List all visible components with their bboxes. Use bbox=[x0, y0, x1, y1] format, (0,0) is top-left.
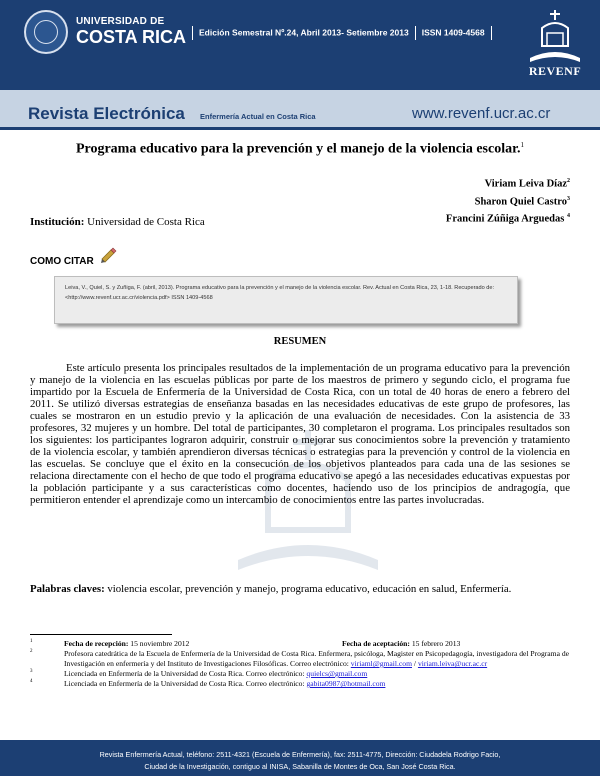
footnote-1 bbox=[30, 639, 575, 649]
email-link[interactable]: gabita0987@hotmail.com bbox=[306, 679, 386, 688]
header-band bbox=[0, 0, 600, 90]
footnote-number: 1 bbox=[30, 639, 33, 644]
footer-line-2: Ciudad de la Investigación, contiguo al INISA, Sabanilla de Montes de Oca, San José Costa Rica. bbox=[144, 762, 456, 771]
article-title-text: Programa educativo para la prevención y el manejo de la violencia escolar. bbox=[75, 141, 521, 157]
author-line bbox=[446, 209, 570, 227]
accepted-value: 15 febrero 2013 bbox=[411, 639, 461, 648]
footnote-divider bbox=[30, 634, 172, 635]
footnote-4 bbox=[30, 679, 575, 689]
email-link[interactable]: viriaml@gmail.com bbox=[350, 659, 412, 668]
accepted-label: Fecha de aceptación: bbox=[342, 639, 410, 648]
footnote-number: 2 bbox=[30, 649, 33, 654]
authors-block bbox=[446, 174, 570, 227]
footnote-text: Profesora catedrática de la Escuela de Enfermería de la Universidad de Costa Rica. Enfermera, psicóloga, Magister en Psicopedagogía, investigadora del Programa de Investigación en enfermería y del Instituto de Investigaciones Filosóficas. Correo electrónico: bbox=[64, 649, 569, 668]
abstract-paragraph: Este artículo presenta los principales resultados de la implementación de un programa educativo para la prevención y manejo de la violencia en las escuelas públicas por parte de los maestros de primero y segundo ciclo, el programa fue impartido por la Escuela de Enfermería de la Universidad de Costa Rica, con un total de 40 horas de enero a febrero del 2011. Se utilizó diversas estrategias de enseñanza basadas en las necesidades educativas de este grupo de profesores, las cuales se mostraron en un estudio previo y la aplicación de una evaluación de necesidades. Con la asistencia de 33 profesores, 32 mujeres y un hombre. Del total de participantes, 30 completaron el programa. Los principales resultados son los siguientes: los participantes lograron adquirir, construir o mejorar sus conocimientos sobre la prevención y tratamiento de la violencia escolar, y también aprendieron diversas técnicas o estrategias para la prevención y control de la violencia en las escuelas. Se concluye que el éxito en la consecución de los objetivos planteados para cada una de las sesiones se relaciona directamente con el hecho de que todo el programa educativo se apegó a las necesidades educativas expuestas por la población participante y a sus características como docentes, haciendo uso de los principios de andragogía, que permitieron entender el aprendizaje como un intercambio de conocimientos entre las partes involucradas. bbox=[30, 362, 570, 506]
email-separator: / bbox=[413, 659, 417, 668]
issn-text: ISSN 1409-4568 bbox=[421, 27, 485, 38]
email-link[interactable]: viriam.leiva@ucr.ac.cr bbox=[417, 659, 488, 668]
pencil-icon bbox=[99, 246, 117, 264]
journal-url-link[interactable]: www.revenf.ucr.ac.cr bbox=[412, 105, 551, 122]
author-name: Viriam Leiva Díaz bbox=[484, 178, 567, 190]
footer-band bbox=[0, 740, 600, 776]
citation-box bbox=[54, 276, 518, 324]
received-label: Fecha de recepción: bbox=[64, 639, 129, 648]
institution-value: Universidad de Costa Rica bbox=[87, 216, 205, 228]
author-name: Sharon Quiel Castro bbox=[474, 196, 567, 207]
institution-label: Institución: bbox=[30, 216, 85, 228]
divider bbox=[192, 26, 193, 40]
keywords-label: Palabras claves: bbox=[30, 583, 105, 595]
university-name-line2: COSTA RICA bbox=[76, 27, 186, 47]
como-citar-label: COMO CITAR bbox=[30, 256, 94, 267]
author-name: Francini Zúñiga Arguedas bbox=[445, 213, 565, 225]
title-footnote-ref[interactable]: 1 bbox=[520, 141, 525, 149]
resumen-heading: RESUMEN bbox=[273, 336, 327, 347]
footer-line-1: Revista Enfermería Actual, teléfono: 2511-4321 (Escuela de Enfermería), fax: 2511-4775, Dirección: Ciudadela Rodrigo Facio, bbox=[99, 750, 501, 759]
revenf-logo-text: REVENF bbox=[528, 64, 582, 78]
footnote-number: 4 bbox=[30, 679, 33, 684]
divider bbox=[491, 26, 492, 40]
footnote-number: 3 bbox=[30, 669, 33, 674]
edition-text: Edición Semestral Nº.24, Abril 2013- Setiembre 2013 bbox=[199, 27, 409, 38]
university-name-line1: UNIVERSIDAD DE bbox=[76, 16, 165, 27]
author-footnote-ref[interactable]: 3 bbox=[567, 195, 570, 202]
university-seal-icon bbox=[24, 10, 68, 54]
author-footnote-ref[interactable]: 4 bbox=[567, 213, 570, 219]
university-logo[interactable] bbox=[24, 10, 184, 60]
divider bbox=[415, 26, 416, 40]
keywords bbox=[30, 583, 580, 595]
author-line bbox=[446, 174, 570, 192]
journal-banner bbox=[0, 90, 600, 130]
author-footnote-ref[interactable]: 2 bbox=[567, 178, 570, 184]
email-link[interactable]: quielcs@gmail.com bbox=[306, 669, 368, 678]
keywords-value: violencia escolar, prevención y manejo, programa educativo, educación en salud, Enfermería. bbox=[107, 583, 512, 595]
journal-name: Revista Electrónica bbox=[28, 104, 185, 123]
footnote-3 bbox=[30, 669, 575, 679]
footnote-2 bbox=[30, 649, 575, 669]
journal-subtitle: Enfermería Actual en Costa Rica bbox=[200, 112, 316, 121]
edition-info bbox=[186, 26, 498, 40]
article-title bbox=[0, 141, 600, 158]
author-line bbox=[446, 192, 570, 210]
footnotes bbox=[30, 639, 575, 689]
institution bbox=[30, 216, 205, 228]
footnote-text: Licenciada en Enfermería de la Universidad de Costa Rica. Correo electrónico: bbox=[64, 679, 305, 688]
footer-text bbox=[0, 749, 600, 773]
footnote-text: Licenciada en Enfermería de la Universidad de Costa Rica. Correo electrónico: bbox=[64, 669, 305, 678]
received-value: 15 noviembre 2012 bbox=[130, 639, 190, 648]
citation-text: Leiva, V., Quiel, S. y Zuñiga, F. (abril, 2013). Programa educativo para la prevención y el manejo de la violencia escolar. Rev. Actual en Costa Rica, 23, 1-18. Recuperado de: <http://www.revenf.ucr.ac.cr/violencia.pdf> ISSN 1409-4568 bbox=[65, 285, 495, 301]
